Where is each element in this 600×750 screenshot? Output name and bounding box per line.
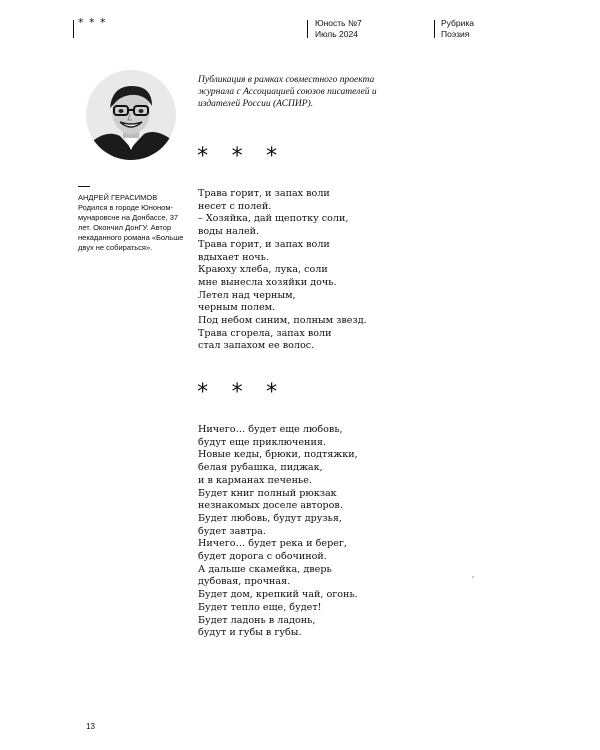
poem-line: вдыхает ночь. (198, 251, 269, 263)
poem-line: Ничего… будет река и берег, (198, 538, 347, 550)
poem-line: белая рубашка, пиджак, (198, 462, 323, 474)
poem-line: черным полем. (198, 302, 276, 314)
header-rule-left (73, 20, 74, 38)
poem-1 (198, 188, 367, 353)
poem-line: Трава горит, и запах воли (198, 238, 330, 250)
poem-line: Летел над черным, (198, 289, 296, 301)
rubric-label: Рубрика (441, 18, 474, 28)
author-bio: Родился в городе Юноном-мунаровсне на Донбассе, 37 лет. Окончил ДонГУ. Автор некаданного романа «Больше двух не собираться». (78, 203, 184, 252)
poem-line: Будет ладонь в ладонь, (198, 614, 316, 626)
poem-line: А дальше скамейка, дверь (198, 563, 332, 575)
issue-date: Июль 2024 (315, 29, 358, 39)
paper-speck (472, 576, 474, 578)
author-portrait-image (86, 70, 176, 160)
poem-1-marker: * * * (196, 144, 283, 169)
poem-line: Ничего… будет еще любовь, (198, 424, 343, 435)
author-info (78, 186, 188, 253)
poem-line: Будет тепло еще, будет! (198, 601, 322, 613)
page-header (0, 0, 600, 50)
poem-line: Будет любовь, будут друзья, (198, 512, 342, 524)
poem-line: дубовая, прочная. (198, 576, 291, 588)
poem-line: будут и губы в губы. (198, 627, 302, 639)
header-rule-right (434, 20, 435, 38)
author-photo (86, 70, 176, 160)
poem-line: – Хозяйка, дай щепотку соли, (198, 213, 349, 225)
rubric-value: Поэзия (441, 29, 470, 39)
poem-line: Трава горит, и запах воли (198, 188, 330, 199)
poem-line: будут еще приключения. (198, 436, 326, 448)
page-number: 13 (86, 722, 95, 731)
poem-line: незнакомых доселе авторов. (198, 500, 343, 512)
author-name: АНДРЕЙ ГЕРАСИМОВ (78, 193, 158, 202)
header-section-mark: * * * (78, 16, 107, 29)
header-rule-middle (307, 20, 308, 38)
journal-title: Юность №7 (315, 18, 362, 28)
poem-2 (198, 424, 358, 640)
poem-line: Краюху хлеба, лука, соли (198, 264, 328, 276)
poem-line: Будет дом, крепкий чай, огонь. (198, 589, 358, 601)
publication-intro: Публикация в рамках совместного проекта журнала с Ассоциацией союзов писателей и издателей России (АСПИР). (198, 75, 377, 109)
poem-line: Новые кеды, брюки, подтяжки, (198, 449, 358, 461)
poem-line: Трава сгорела, запах воли (198, 327, 332, 339)
header-journal-info (315, 18, 362, 40)
author-rule (78, 186, 90, 187)
poem-line: мне вынесла хозяйки дочь. (198, 276, 337, 288)
header-rubric (441, 18, 474, 40)
poem-line: Под небом синим, полным звезд. (198, 315, 367, 327)
poem-line: Будет книг полный рюкзак (198, 487, 337, 499)
poem-2-marker: * * * (196, 380, 283, 405)
poem-line: несет с полей. (198, 200, 272, 212)
poem-line: будет завтра. (198, 525, 266, 537)
poem-line: стал запахом ее волос. (198, 340, 315, 352)
poem-line: и в карманах печенье. (198, 474, 312, 486)
poem-line: воды налей. (198, 226, 260, 238)
poem-line: будет дорога с обочиной. (198, 551, 327, 563)
